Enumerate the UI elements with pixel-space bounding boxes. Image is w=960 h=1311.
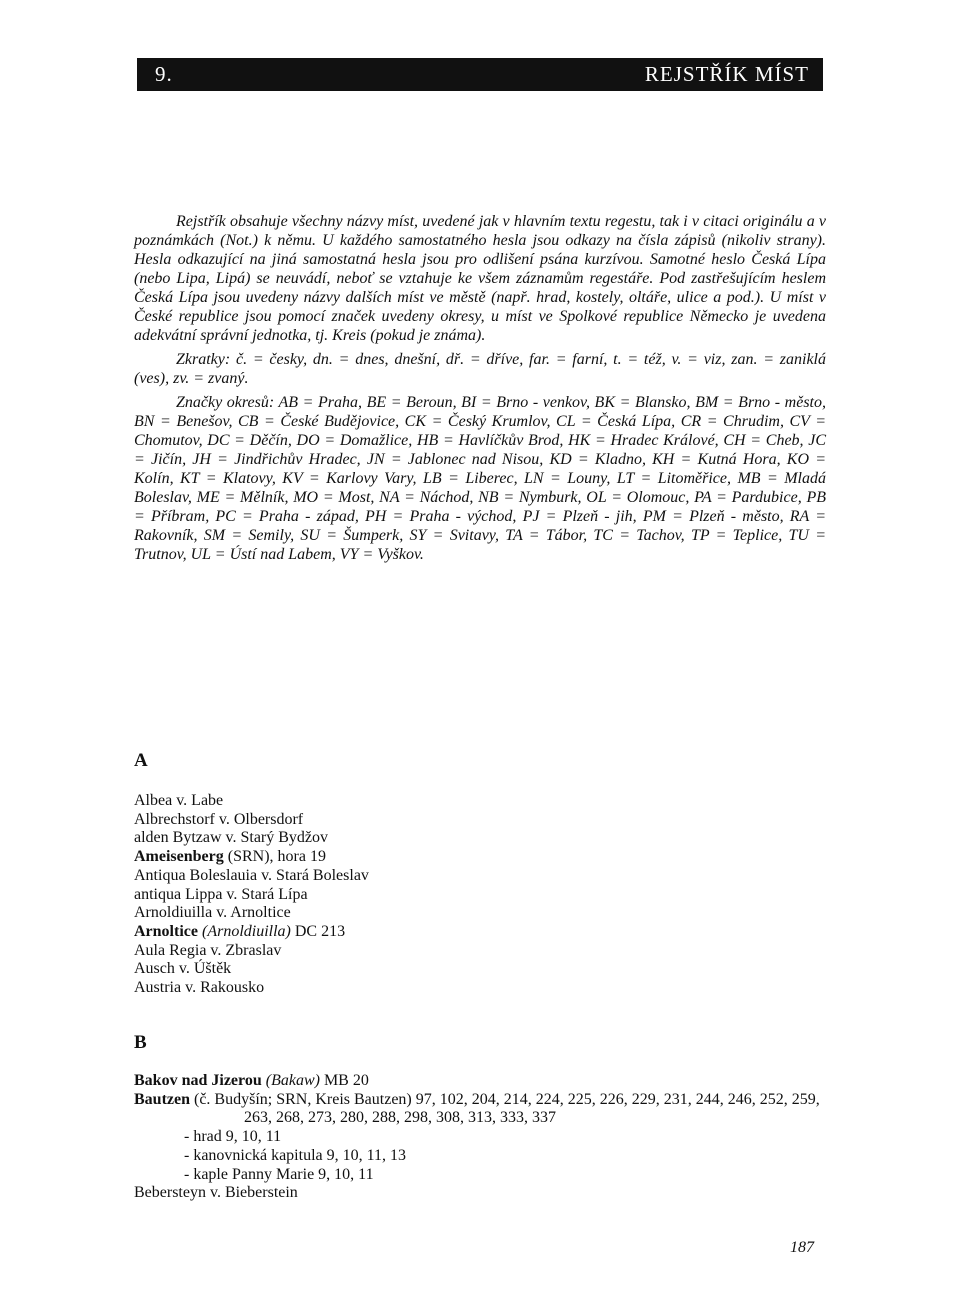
index-entry-reference: Bebersteyn v. Bieberstein xyxy=(134,1184,298,1202)
section-entries-b xyxy=(134,1072,826,1203)
index-subentry: - hrad 9, 10, 11 xyxy=(184,1128,282,1146)
intro-text xyxy=(134,212,826,569)
section-letter-b: B xyxy=(134,1032,147,1053)
index-entry-reference: Albea v. Labe xyxy=(134,792,224,809)
entry-references: DC 213 xyxy=(290,922,346,940)
index-entry-reference: Antiqua Boleslauia v. Stará Boleslav xyxy=(134,866,369,884)
intro-paragraph-district-codes: Značky okresů: AB = Praha, BE = Beroun, BI = Brno - venkov, BK = Blansko, BM = Brno - město, BN = Benešov, CB = České Budějovice, CK = Český Krumlov, CL = Česká Lípa, CR = Chrudim, CV = Chomutov, DC = Děčín, DO = Domažlice, HB = Havlíčkův Brod, HK = Hradec Králové, CH = Cheb, JC = Jičín, JH = Jindřichův Hradec, JN = Jablonec nad Nisou, KD = Kladno, KH = Kutná Hora, KO = Kolín, KT = Klatovy, KV = Karlovy Vary, LB = Liberec, LN = Louny, LT = Litoměřice, MB = Mladá Boleslav, ME = Mělník, MO = Most, NA = Náchod, NB = Nymburk, OL = Olomouc, PA = Pardubice, PB = Příbram, PC = Praha - západ, PH = Praha - východ, PJ = Plzeň - jih, PM = Plzeň - město, RA = Rakovník, SM = Semily, SU = Šumperk, SY = Svitavy, TA = Tábor, TC = Tachov, TP = Teplice, TU = Trutnov, UL = Ústí nad Labem, VY = Vyškov. xyxy=(134,394,826,563)
index-entry xyxy=(134,848,826,867)
entry-references: (č. Budyšín; SRN, Kreis Bautzen) 97, 102, 204, 214, 224, 225, 226, 229, 231, 244, 246, 252, 259, 263, 268, 273, 280, 288, 298, 308, 313, 333, 337 xyxy=(190,1090,820,1127)
chapter-title: REJSTŘÍK MÍST xyxy=(644,62,809,86)
index-entry xyxy=(134,923,826,942)
index-entry xyxy=(134,1091,826,1128)
index-entry-reference: Aula Regia v. Zbraslav xyxy=(134,941,282,959)
intro-paragraph-abbreviations: Zkratky: č. = česky, dn. = dnes, dnešní, dř. = dříve, far. = farní, t. = též, v. = viz, zan. = zaniklá (ves), zv. = zvaný. xyxy=(134,351,826,387)
entry-headword: Ameisenberg xyxy=(134,848,224,866)
entry-headword: Bakov nad Jizerou xyxy=(134,1072,262,1089)
page-number: 187 xyxy=(790,1239,814,1256)
entry-headword: Bautzen xyxy=(134,1090,190,1108)
index-subentry: - kanovnická kapitula 9, 10, 11, 13 xyxy=(184,1146,407,1164)
index-entry-reference: Arnoldiuilla v. Arnoltice xyxy=(134,904,291,922)
index-entry-reference: Austria v. Rakousko xyxy=(134,979,265,997)
entry-variant-name: (Bakaw) xyxy=(261,1072,320,1089)
index-entry-reference: alden Bytzaw v. Starý Bydžov xyxy=(134,829,329,847)
chapter-number: 9. xyxy=(155,62,173,86)
index-subentry: - kaple Panny Marie 9, 10, 11 xyxy=(184,1165,374,1183)
entry-references: MB 20 xyxy=(319,1072,369,1089)
index-entry-reference: Albrechstorf v. Olbersdorf xyxy=(134,810,304,828)
index-entry-reference: antiqua Lippa v. Stará Lípa xyxy=(134,885,308,903)
entry-variant-name: (Arnoldiuilla) xyxy=(197,922,291,940)
index-entry xyxy=(134,1072,826,1091)
section-entries-a xyxy=(134,792,826,998)
entry-references: (SRN), hora 19 xyxy=(223,848,326,866)
entry-headword: Arnoltice xyxy=(134,922,198,940)
intro-paragraph-description: Rejstřík obsahuje všechny názvy míst, uvedené jak v hlavním textu regestu, tak i v citaci originálu a v poznámkách (Not.) k němu. U každého samostatného hesla jsou odkazy na čísla zápisů (nikoliv strany). Hesla odkazující na jiná samostatná hesla jsou pro odlišení psána kurzívou. Samotné heslo Česká Lípa (nebo Lipa, Lipá) se neuvádí, neboť se vztahuje ke všem záznamům regestáře. Pod zastřešujícím heslem Česká Lípa jsou uvedeny názvy dalších míst ve městě (např. hrad, kostely, oltáře, ulice a pod.). U míst v České republice jsou pomocí značek uvedeny okresy, u míst ve Spolkové republice Německo je uvedena adekvátní správní jednotka, tj. Kreis (pokud je známa). xyxy=(134,213,826,344)
section-letter-a: A xyxy=(134,750,148,771)
chapter-header xyxy=(137,58,823,91)
index-entry-reference: Ausch v. Úštěk xyxy=(134,960,232,978)
